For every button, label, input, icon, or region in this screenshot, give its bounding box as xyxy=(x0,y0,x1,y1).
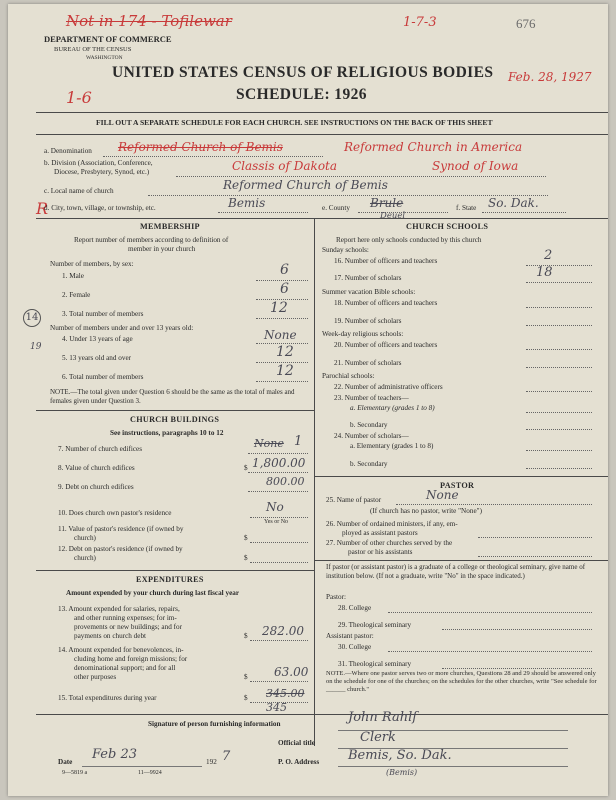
q7-value: 1 xyxy=(294,434,303,449)
q14-line-1: 14. Amount expended for benevolences, in- xyxy=(58,646,184,654)
struck-annotation: Not in 174 - Tofilewar xyxy=(66,12,232,30)
q15-value: 345 xyxy=(266,701,287,714)
parochial-schools-label: Parochial schools: xyxy=(322,372,375,380)
q4-value: None xyxy=(264,328,297,342)
address-label: P. O. Address xyxy=(278,758,320,766)
q27-label-2: pastor or his assistants xyxy=(348,548,413,556)
signature-label: Signature of person furnishing information xyxy=(148,720,281,728)
pastor-title: PASTOR xyxy=(440,481,475,490)
yes-no-hint: Yes or No xyxy=(264,519,289,525)
q11-label-2: church) xyxy=(74,534,96,542)
q17-value: 18 xyxy=(536,265,553,280)
q25-label: 25. Name of pastor xyxy=(326,496,382,504)
signature-value: John Rahlf xyxy=(348,710,418,725)
q23b-label: b. Secondary xyxy=(350,421,388,429)
denomination-value: Reformed Church in America xyxy=(344,140,523,154)
membership-intro-2: member in your church xyxy=(128,245,196,253)
sunday-schools-label: Sunday schools: xyxy=(322,246,369,254)
q23-label: 23. Number of teachers— xyxy=(334,394,409,402)
q3-label: 3. Total number of members xyxy=(62,310,144,318)
vacation-schools-label: Summer vacation Bible schools: xyxy=(322,288,416,296)
q5-value: 12 xyxy=(276,344,294,360)
received-date: Feb. 28, 1927 xyxy=(508,70,592,84)
margin-number: 19 xyxy=(30,342,42,352)
department-line: DEPARTMENT OF COMMERCE xyxy=(44,34,172,44)
q24a-label: a. Elementary (grades 1 to 8) xyxy=(350,442,434,450)
q17-label: 17. Number of scholars xyxy=(334,274,402,282)
membership-note: NOTE.—The total given under Question 6 should be the same as the total of males and females given under Question 3. xyxy=(50,388,295,405)
r-annotation: R xyxy=(36,199,49,218)
members-by-sex-label: Number of members, by sex: xyxy=(50,260,134,268)
q3-value: 12 xyxy=(270,300,288,316)
q10-value: No xyxy=(266,500,284,514)
q7-label: 7. Number of church edifices xyxy=(58,445,143,453)
q14-line-2: cluding home and foreign missions; for xyxy=(74,655,188,663)
q31-label: 31. Theological seminary xyxy=(338,660,412,668)
official-title-label: Official title xyxy=(278,739,315,747)
q25-value: None xyxy=(426,488,459,502)
q21-label: 21. Number of scholars xyxy=(334,359,402,367)
buildings-subtitle: See instructions, paragraphs 10 to 12 xyxy=(110,429,224,437)
q13-line-2: and other running expenses; for im- xyxy=(74,614,177,622)
membership-title: MEMBERSHIP xyxy=(140,222,200,231)
weekday-schools-label: Week-day religious schools: xyxy=(322,330,404,338)
q4-label: 4. Under 13 years of age xyxy=(62,335,133,343)
q13-line-4: payments on church debt xyxy=(74,632,147,640)
q27-label: 27. Number of other churches served by the xyxy=(326,539,453,547)
q14-value: 63.00 xyxy=(274,665,309,679)
q23a-label: a. Elementary (grades 1 to 8) xyxy=(350,404,435,412)
q11-label: 11. Value of pastor's residence (if owned by xyxy=(58,525,184,533)
schools-intro: Report here only schools conducted by this church xyxy=(336,236,482,244)
address-extra: (Bemis) xyxy=(386,768,418,777)
q8-label: 8. Value of church edifices xyxy=(58,464,135,472)
expenditures-intro: Amount expended by your church during last fiscal year xyxy=(66,589,240,597)
q9-label: 9. Debt on church edifices xyxy=(58,483,134,491)
expenditures-title: EXPENDITURES xyxy=(136,575,204,584)
state-value: So. Dak. xyxy=(488,196,539,210)
bureau-line: BUREAU OF THE CENSUS xyxy=(54,46,132,53)
pastor-note: NOTE.—Where one pastor serves two or more churches, Questions 28 and 29 should be answered only on the schedule for one of the churches; on the schedules for the other churches, write "See schedule for ______ church." xyxy=(326,670,597,693)
q25-note: (If church has no pastor, write "None") xyxy=(370,507,482,515)
q15-struck: 345.00 xyxy=(266,687,305,700)
q11-dollar: $ xyxy=(244,534,248,542)
q29-label: 29. Theological seminary xyxy=(338,621,412,629)
q8-dollar: $ xyxy=(244,464,248,472)
city-label: d. City, town, village, or township, etc. xyxy=(44,204,156,212)
q26-label: 26. Number of ordained ministers, if any, em- xyxy=(326,520,458,528)
q28-label: 28. College xyxy=(338,604,372,612)
q6-label: 6. Total number of members xyxy=(62,373,144,381)
form-code-1: 9—5819 a xyxy=(62,770,88,776)
division-label: b. Division (Association, Conference, xyxy=(44,159,153,167)
county-label: e. County xyxy=(322,204,350,212)
q12-label-2: church) xyxy=(74,554,96,562)
q18-label: 18. Number of officers and teachers xyxy=(334,299,438,307)
q13-line-1: 13. Amount expended for salaries, repairs, xyxy=(58,605,180,613)
age-header: Number of members under and over 13 years old: xyxy=(50,324,194,332)
membership-intro-1: Report number of members according to definition of xyxy=(74,236,229,244)
schools-title: CHURCH SCHOOLS xyxy=(406,222,489,231)
left-annotation: 1-6 xyxy=(66,88,92,107)
q20-label: 20. Number of officers and teachers xyxy=(334,341,438,349)
q1-label: 1. Male xyxy=(62,272,84,280)
q15-dollar: $ xyxy=(244,694,248,702)
state-label: f. State xyxy=(456,204,477,212)
q7-struck: None xyxy=(254,437,284,450)
census-schedule-page xyxy=(8,4,608,796)
form-title: UNITED STATES CENSUS OF RELIGIOUS BODIES xyxy=(112,64,494,81)
q12-dollar: $ xyxy=(244,554,248,562)
local-name-value: Reformed Church of Bemis xyxy=(223,178,388,192)
county-value: Deuel xyxy=(380,211,406,221)
division-label-2: Diocese, Presbytery, Synod, etc.) xyxy=(54,168,150,176)
q13-value: 282.00 xyxy=(262,624,304,638)
circled-number: 14 xyxy=(23,309,41,327)
q6-value: 12 xyxy=(276,363,294,379)
date-value: Feb 23 xyxy=(92,747,137,762)
county-struck: Brule xyxy=(370,196,404,210)
q24b-label: b. Secondary xyxy=(350,460,388,468)
year-suffix: 7 xyxy=(222,749,231,764)
instruction-banner: FILL OUT A SEPARATE SCHEDULE FOR EACH CHURCH. SEE INSTRUCTIONS ON THE BACK OF THIS SHEET xyxy=(96,118,493,127)
q26-label-2: ployed as assistant pastors xyxy=(342,529,418,537)
denomination-label: a. Denomination xyxy=(44,147,92,155)
q14-line-4: other purposes xyxy=(74,673,117,681)
schedule-number: 676 xyxy=(516,16,536,31)
q1-value: 6 xyxy=(280,262,289,278)
q10-label: 10. Does church own pastor's residence xyxy=(58,509,172,517)
q5-label: 5. 13 years old and over xyxy=(62,354,132,362)
schedule-title: SCHEDULE: 1926 xyxy=(236,86,367,103)
q22-label: 22. Number of administrative officers xyxy=(334,383,443,391)
q2-value: 6 xyxy=(280,281,289,297)
q16-label: 16. Number of officers and teachers xyxy=(334,257,438,265)
q8-value: 1,800.00 xyxy=(252,456,306,470)
q15-label: 15. Total expenditures during year xyxy=(58,694,157,702)
washington-line: WASHINGTON xyxy=(86,55,123,61)
local-name-label: c. Local name of church xyxy=(44,187,114,195)
q9-value: 800.00 xyxy=(266,475,305,488)
official-title-value: Clerk xyxy=(360,730,396,745)
year-prefix: 192 xyxy=(206,758,217,766)
address-value: Bemis, So. Dak. xyxy=(348,748,452,763)
code-annotation: 1-7-3 xyxy=(403,15,437,30)
q14-dollar: $ xyxy=(244,673,248,681)
synod-value: Synod of Iowa xyxy=(432,159,519,173)
pastor-label: Pastor: xyxy=(326,593,346,601)
denomination-struck: Reformed Church of Bemis xyxy=(118,140,283,154)
assistant-pastor-label: Assistant pastor: xyxy=(326,632,374,640)
date-label: Date xyxy=(58,758,73,766)
q14-line-3: denominational support; and for all xyxy=(74,664,176,672)
q30-label: 30. College xyxy=(338,643,372,651)
q24-label: 24. Number of scholars— xyxy=(334,432,409,440)
q12-label: 12. Debt on pastor's residence (if owned by xyxy=(58,545,183,553)
graduate-note: If pastor (or assistant pastor) is a graduate of a college or theological seminary, give name of institution below. (If not a graduate, write "No" in the space indicated.) xyxy=(326,563,586,580)
q16-value: 2 xyxy=(544,248,553,263)
division-value: Classis of Dakota xyxy=(232,159,338,173)
q13-dollar: $ xyxy=(244,632,248,640)
q13-line-3: provements or new buildings; and for xyxy=(74,623,182,631)
q19-label: 19. Number of scholars xyxy=(334,317,402,325)
buildings-title: CHURCH BUILDINGS xyxy=(130,415,220,424)
q2-label: 2. Female xyxy=(62,291,91,299)
form-code-2: 11—9924 xyxy=(138,770,162,776)
city-value: Bemis xyxy=(228,196,266,210)
